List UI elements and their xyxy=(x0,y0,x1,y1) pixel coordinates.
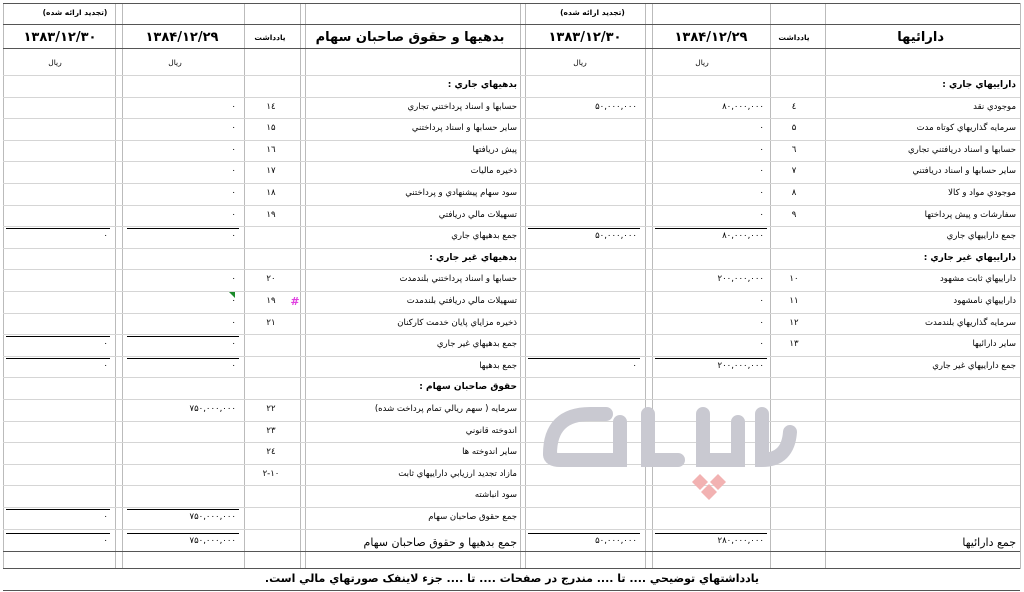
equity-title: حقوق صاحبان سهام : xyxy=(419,382,517,392)
green-marker-icon xyxy=(229,292,235,298)
liab-nc-row-value-1384: ۰ xyxy=(231,274,236,284)
asset-row-note: ۹ xyxy=(791,210,797,220)
equity-total-1384: ۷۵۰,۰۰۰,۰۰۰ xyxy=(189,512,236,522)
total-underline xyxy=(528,358,640,359)
liab-total-label: جمع بدهيها xyxy=(479,361,517,371)
note-header-liab: يادداشت xyxy=(254,33,286,42)
grid-hline xyxy=(3,118,1020,119)
restated-label-1383-assets: (تجديد ارائه شده) xyxy=(560,8,625,17)
asset-row-value-1384: ۰ xyxy=(759,123,764,133)
asset-row-value-1384: ۸۰,۰۰۰,۰۰۰ xyxy=(722,102,764,112)
asset-nc-row-note: ۱۰ xyxy=(789,274,799,284)
currency-1383-assets: ريال xyxy=(573,58,587,67)
assets-noncurrent-total-1384: ۲۰۰,۰۰۰,۰۰۰ xyxy=(717,361,764,371)
grid-hline xyxy=(3,226,1020,227)
liab-nc-row-label: حسابها و اسناد پرداختني بلندمدت xyxy=(399,274,517,284)
grid-hline xyxy=(3,442,1020,443)
liab-nc-row-value-1384: ۰ xyxy=(231,318,236,328)
equity-total-label: جمع حقوق صاحبان سهام xyxy=(428,512,517,522)
grid-hline xyxy=(3,313,1020,314)
assets-current-total-label: جمع داراييهاي جاري xyxy=(946,231,1016,241)
total-underline xyxy=(127,533,239,534)
equity-row-label: اندوخته قانوني xyxy=(465,426,517,436)
grid-hline xyxy=(3,97,1020,98)
grid-hline xyxy=(3,248,1020,249)
liab-row-label: تسهيلات مالي دريافتي xyxy=(438,210,517,220)
liab-row-value-1384: ۰ xyxy=(231,210,236,220)
liab-equity-grand-total-1384: ۷۵۰,۰۰۰,۰۰۰ xyxy=(189,536,236,546)
asset-row-note: ٤ xyxy=(791,102,797,112)
liab-row-note: ۱۸ xyxy=(266,188,276,198)
grid-bottom-line xyxy=(3,590,1020,591)
total-underline xyxy=(127,336,239,337)
assets-current-total-1383: ۵۰,۰۰۰,۰۰۰ xyxy=(595,231,637,241)
total-underline xyxy=(6,358,110,359)
grid-hline xyxy=(3,356,1020,357)
liab-current-total-1384: ۰ xyxy=(231,231,236,241)
asset-nc-row-value-1384: ۰ xyxy=(759,296,764,306)
grid-hline xyxy=(3,205,1020,206)
grid-line xyxy=(3,48,1020,49)
liab-current-title: بدهيهاي جاري : xyxy=(447,80,517,90)
grid-hline xyxy=(3,507,1020,508)
asset-nc-row-note: ۱۲ xyxy=(789,318,799,328)
total-underline xyxy=(127,228,239,229)
grid-top-line xyxy=(3,3,1020,4)
assets-grand-total-label: جمع دارائيها xyxy=(962,536,1016,549)
liab-row-note: ۱۹ xyxy=(266,210,276,220)
asset-row-note: ۵ xyxy=(791,123,797,133)
error-mark: # xyxy=(290,295,300,308)
equity-row-note: ۲٤ xyxy=(266,447,276,457)
total-underline xyxy=(127,509,239,510)
total-underline xyxy=(655,228,767,229)
total-underline xyxy=(6,533,110,534)
asset-nc-row-label: سرمايه گذاريهاي بلندمدت xyxy=(924,318,1016,328)
asset-row-value-1384: ۰ xyxy=(759,166,764,176)
grid-hline xyxy=(3,421,1020,422)
liab-nc-row-value-1384: ۰ xyxy=(231,296,236,306)
liab-noncurrent-total-1384: ۰ xyxy=(231,339,236,349)
equity-row-note: ۲۳ xyxy=(266,426,276,436)
currency-1384-liab: ريال xyxy=(168,58,182,67)
grid-hline xyxy=(3,334,1020,335)
grid-line xyxy=(3,551,1020,552)
note-header-assets: يادداشت xyxy=(778,33,810,42)
liab-equity-grand-total-label: جمع بدهيها و حقوق صاحبان سهام xyxy=(363,536,517,549)
grid-hline xyxy=(3,140,1020,141)
grid-vline xyxy=(1020,3,1021,569)
liab-row-label: حسابها و اسناد پرداختني تجاري xyxy=(407,102,517,112)
year-1383-liab-header: ۱۳۸۳/۱۲/۳۰ xyxy=(23,30,97,45)
asset-row-label: ساير حسابها و اسناد دريافتني xyxy=(912,166,1016,176)
asset-row-note: ۸ xyxy=(791,188,797,198)
liab-total-1383: ۰ xyxy=(103,361,108,371)
equity-row-label: مازاد تجديد ارزيابي داراييهاي ثابت xyxy=(398,469,517,479)
equity-row-value-1384: ۷۵۰,۰۰۰,۰۰۰ xyxy=(189,404,236,414)
currency-1383-liab: ريال xyxy=(48,58,62,67)
liab-row-label: پيش دريافتها xyxy=(472,145,517,155)
asset-row-label: موجودي مواد و کالا xyxy=(948,188,1016,198)
total-underline xyxy=(6,509,110,510)
liab-current-total-1383: ۰ xyxy=(103,231,108,241)
assets-noncurrent-total-1383: ۰ xyxy=(632,361,637,371)
assets-title: دارائيها xyxy=(897,30,944,45)
total-underline xyxy=(528,533,640,534)
equity-row-label: سود انباشته xyxy=(474,490,517,500)
liab-row-label: ساير حسابها و اسناد پرداختني xyxy=(411,123,517,133)
equity-row-note: ۲-۱۰ xyxy=(262,469,280,479)
liab-nc-row-note: ۲۱ xyxy=(266,318,276,328)
liab-noncurrent-total-1383: ۰ xyxy=(103,339,108,349)
equity-total-1383: ۰ xyxy=(103,512,108,522)
liab-row-label: سود سهام پيشنهادي و پرداختني xyxy=(405,188,517,198)
year-1384-liab-header: ۱۳۸۴/۱۲/۲۹ xyxy=(145,30,219,45)
currency-1384-assets: ريال xyxy=(695,58,709,67)
asset-nc-row-label: داراييهاي ثابت مشهود xyxy=(939,274,1016,284)
liab-equity-grand-total-1383: ۰ xyxy=(103,536,108,546)
liab-current-total-label: جمع بدهيهاي جاري xyxy=(451,231,517,241)
grid-hline xyxy=(3,269,1020,270)
liab-row-note: ۱٦ xyxy=(266,145,276,155)
asset-row-label: حسابها و اسناد دريافتني تجاري xyxy=(908,145,1016,155)
liab-row-value-1384: ۰ xyxy=(231,166,236,176)
equity-row-label: سرمايه ( سهم ريالي تمام پرداخت شده) xyxy=(374,404,517,414)
liab-row-value-1384: ۰ xyxy=(231,188,236,198)
total-underline xyxy=(655,533,767,534)
liab-row-note: ۱٤ xyxy=(266,102,276,112)
asset-nc-row-value-1384: ۲۰۰,۰۰۰,۰۰۰ xyxy=(717,274,764,284)
liab-nc-row-label: تسهيلات مالي دريافتي بلندمدت xyxy=(406,296,517,306)
year-1383-assets-header: ۱۳۸۳/۱۲/۳۰ xyxy=(548,30,622,45)
total-underline xyxy=(655,358,767,359)
liab-nc-row-note: ۱۹ xyxy=(266,296,276,306)
asset-nc-row-label: ساير دارائيها xyxy=(972,339,1016,349)
assets-grand-total-1383: ۵۰,۰۰۰,۰۰۰ xyxy=(595,536,637,546)
grid-hline xyxy=(3,291,1020,292)
asset-row-label: سفارشات و پيش پرداختها xyxy=(924,210,1016,220)
grid-hline xyxy=(3,529,1020,530)
liab-row-value-1384: ۰ xyxy=(231,102,236,112)
assets-current-title: داراييهاي جاري : xyxy=(942,80,1016,90)
liab-row-value-1384: ۰ xyxy=(231,123,236,133)
liab-noncurrent-total-label: جمع بدهيهاي غير جاري xyxy=(436,339,517,349)
assets-grand-total-1384: ۲۸۰,۰۰۰,۰۰۰ xyxy=(717,536,764,546)
liab-nc-row-label: ذخيره مزاياي پايان خدمت کارکنان xyxy=(397,318,517,328)
grid-line xyxy=(3,568,1020,569)
grid-hline xyxy=(3,161,1020,162)
liab-row-label: ذخيره ماليات xyxy=(470,166,517,176)
liab-row-note: ۱۷ xyxy=(266,166,276,176)
liab-row-value-1384: ۰ xyxy=(231,145,236,155)
year-1384-assets-header: ۱۳۸۴/۱۲/۲۹ xyxy=(674,30,748,45)
liab-row-note: ۱۵ xyxy=(266,123,276,133)
equity-row-note: ۲۲ xyxy=(266,404,276,414)
asset-nc-row-note: ۱۳ xyxy=(789,339,799,349)
footer-note: يادداشتهاي توضيحي .... تا .... مندرج در صفحات .... تا .... جزء لاينفک صورتهاي مالي است. xyxy=(264,572,760,585)
asset-row-value-1384: ۰ xyxy=(759,188,764,198)
assets-noncurrent-title: داراييهاي غير جاري : xyxy=(923,253,1016,263)
grid-hline xyxy=(3,485,1020,486)
liab-total-1384: ۰ xyxy=(231,361,236,371)
total-underline xyxy=(6,336,110,337)
asset-row-label: سرمايه گذاريهاي کوتاه مدت xyxy=(916,123,1016,133)
grid-line xyxy=(3,24,1020,25)
asset-row-label: موجودي نقد xyxy=(973,102,1016,112)
total-underline xyxy=(127,358,239,359)
asset-nc-row-value-1384: ۰ xyxy=(759,318,764,328)
equity-row-label: ساير اندوخته ها xyxy=(462,447,517,457)
asset-row-value-1383: ۵۰,۰۰۰,۰۰۰ xyxy=(595,102,637,112)
liabilities-equity-title: بدهيها و حقوق صاحبان سهام xyxy=(315,30,505,45)
grid-hline xyxy=(3,183,1020,184)
grid-hline xyxy=(3,377,1020,378)
assets-noncurrent-total-label: جمع داراييهاي غير جاري xyxy=(932,361,1016,371)
asset-row-note: ٦ xyxy=(791,145,797,155)
grid-hline xyxy=(3,399,1020,400)
asset-nc-row-value-1384: ۰ xyxy=(759,339,764,349)
restated-label-1383-liab: (تجديد ارائه شده) xyxy=(42,8,108,17)
asset-nc-row-label: داراييهاي نامشهود xyxy=(953,296,1016,306)
asset-row-value-1384: ۰ xyxy=(759,210,764,220)
liab-noncurrent-title: بدهيهاي غير جاري : xyxy=(429,253,517,263)
asset-row-value-1384: ۰ xyxy=(759,145,764,155)
total-underline xyxy=(6,228,110,229)
watermark-logo-icon xyxy=(538,392,802,512)
asset-row-note: ۷ xyxy=(791,166,797,176)
liab-nc-row-note: ۲۰ xyxy=(266,274,276,284)
grid-hline xyxy=(3,75,1020,76)
assets-current-total-1384: ۸۰,۰۰۰,۰۰۰ xyxy=(722,231,764,241)
total-underline xyxy=(528,228,640,229)
grid-hline xyxy=(3,464,1020,465)
asset-nc-row-note: ۱۱ xyxy=(789,296,799,306)
